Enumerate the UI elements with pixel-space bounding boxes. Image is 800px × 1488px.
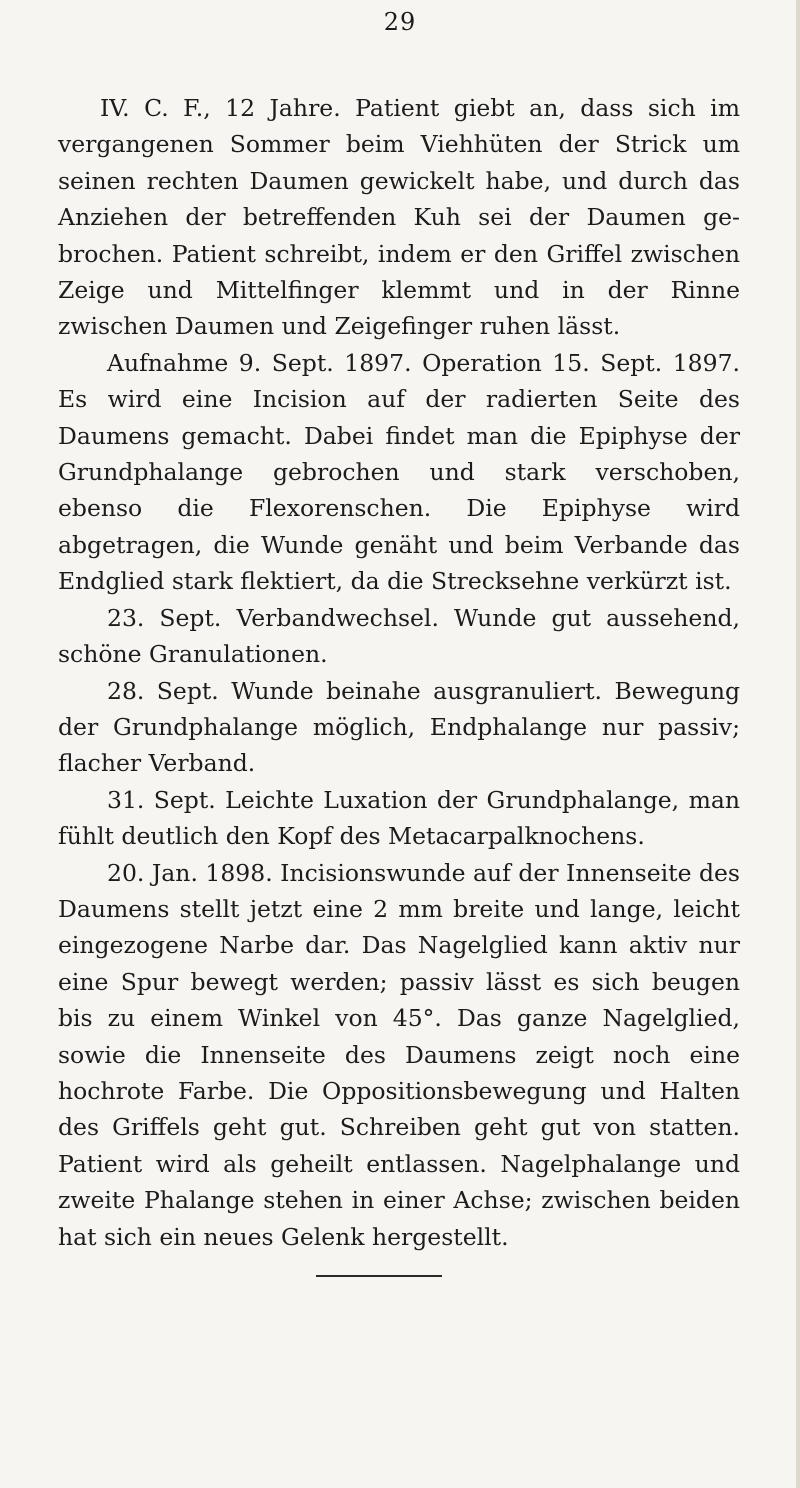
paragraph-jan-20: 20. Jan. 1898. Incisionswunde auf der Innenseite des Daumens stellt jetzt eine 2 mm breite und lange, leicht eingezogene Narbe dar. Das Nagelglied kann aktiv nur eine Spur bewegt werden; passiv lässt es sich beugen bis zu einem Winkel von 45°. Das ganze Nagelglied, sowie die Innenseite des Daumens zeigt noch eine hochrote Farbe. Die Oppositionsbewegung und Halten des Griffels geht gut. Schreiben geht gut von statten. Patient wird als geheilt entlassen. Nagelphalange und zweite Phalange stehen in einer Achse; zwischen beiden hat sich ein neues Gelenk hergestellt. — [58, 858, 740, 1251]
paragraph-admission-operation: Aufnahme 9. Sept. 1897. Operation 15. Sept. 1897. Es wird eine Incision auf der radierten Seite des Daumens gemacht. Dabei findet man die Epiphyse der Grundphalange gebrochen und stark verschoben, ebenso die Flexorenschen. Die Epiphyse wird abgetragen, die Wunde genäht und beim Verbande das Endglied stark flektiert, da die Strecksehne verkürzt ist. — [58, 348, 740, 596]
page-number: 29 — [383, 8, 417, 36]
section-divider — [316, 1275, 442, 1277]
paragraph-sept-23: 23. Sept. Verbandwechsel. Wunde gut aussehend, schöne Granulationen. — [58, 603, 740, 669]
paragraph-case-intro: IV. C. F., 12 Jahre. Patient giebt an, dass sich im vergangenen Sommer beim Viehhüten der Strick um seinen rechten Daumen gewickelt habe, und durch das Anziehen der betreffenden Kuh sei der Daumen gebrochen. Patient schreibt, indem er den Griffel zwischen Zeige und Mittelfinger klemmt und in der Rinne zwischen Daumen und Zeigefinger ruhen lässt. — [58, 94, 740, 341]
paragraph-sept-31: 31. Sept. Leichte Luxation der Grundphalange, man fühlt deutlich den Kopf des Metacarpalknochens. — [58, 785, 740, 851]
page-edge — [796, 0, 800, 1488]
paragraph-sept-28: 28. Sept. Wunde beinahe ausgranuliert. Bewegung der Grundphalange möglich, Endphalange nur passiv; flacher Verband. — [58, 676, 740, 778]
body-text — [58, 90, 740, 1255]
